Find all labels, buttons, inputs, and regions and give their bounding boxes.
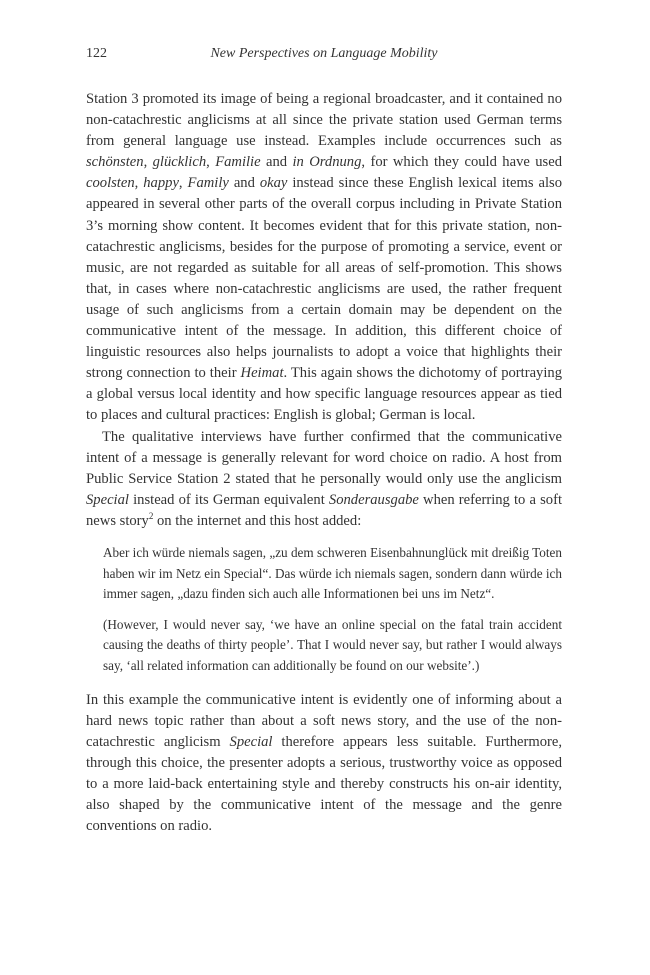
italic-term: Familie [215, 154, 261, 171]
text-run: , [178, 175, 188, 192]
paragraph-2 [86, 427, 562, 532]
paragraph-1 [86, 89, 562, 427]
page-number: 122 [86, 46, 107, 61]
italic-term: Sonderausgabe [328, 491, 419, 508]
text-run: on the internet and this host added: [153, 512, 362, 529]
text-run: , [134, 175, 144, 192]
text-run: In this example the communicative intent is evidently one of informing about a hard news topic rather than about a soft news story, and the use of the non-catachrestic anglicism [86, 691, 562, 750]
block-quote [103, 543, 562, 677]
italic-term: Special [229, 733, 273, 750]
italic-term: coolsten [86, 175, 135, 192]
page-header [86, 44, 562, 64]
text-run: , [206, 154, 216, 171]
text-run: Station 3 promoted its image of being a regional broadcaster, and it contained no non-catachrestic anglicisms at all since the private station used German terms from general language use instead. Examples include occurrences such as [86, 91, 562, 150]
italic-term: schönsten [86, 154, 144, 171]
italic-term: okay [259, 175, 288, 192]
main-text [86, 89, 562, 837]
paragraph-3 [86, 690, 562, 838]
text-run: The qualitative interviews have further confirmed that the communicative intent of a message is generally relevant for word choice on radio. A host from Public Service Station 2 stated that he personally would only use the anglicism [86, 428, 562, 487]
text-run: and [260, 154, 293, 171]
italic-term: glücklich [152, 154, 207, 171]
text-run: instead of its German equivalent [128, 491, 329, 508]
italic-term: in Ordnung [292, 154, 362, 171]
italic-term: Special [86, 491, 129, 508]
quote-english-translation: (However, I would never say, ‘we have an online special on the fatal train accident causing the deaths of thirty people’. That I would never say, but rather I would always say, ‘all related information can additionally be found on our website’.) [103, 616, 562, 673]
text-run: and [228, 175, 260, 192]
text-run: . This again shows the dichotomy of portraying a global versus local identity and how specific language resources appear as tied to places and cultural practices: English is global; German is local. [86, 365, 562, 424]
text-run: , [143, 154, 153, 171]
text-run: when referring to a soft news story [86, 491, 562, 529]
text-run: therefore appears less suitable. Furthermore, through this choice, the presenter adopts a serious, trustworthy voice as opposed to a more laid-back entertaining style and thereby constructs his on-air identity, also shaped by the communicative intent of the message and the genre conventions on radio. [86, 733, 562, 835]
text-run: , for which they could have used [361, 154, 563, 171]
quote-german: Aber ich würde niemals sagen, „zu dem schweren Eisenbahnunglück mit dreißig Toten haben wir im Netz ein Special“. Das würde ich niemals sagen, sondern dann würde ich immer sagen, „dazu finden sich auch alle Informationen bei uns im Netz“. [103, 544, 562, 602]
text-run: instead since these English lexical items also appeared in several other parts of the overall corpus including in Private Station 3’s morning show content. It becomes evident that for this private station, non-catachrestic anglicisms, besides for the purpose of promoting a service, event or music, are not regarded as suitable for all areas of self-promotion. This shows that, in cases where non-catachrestic anglicisms are used, the rather frequent usage of such anglicisms from a certain domain may be dependent on the communicative intent of the message. In addition, this different choice of linguistic resources also helps journalists to adopt a voice that highlights their strong connection to their [86, 175, 563, 382]
footnote-marker[interactable]: 2 [148, 511, 154, 522]
italic-term: happy [143, 175, 179, 192]
italic-term: Heimat [240, 365, 284, 382]
running-title: New Perspectives on Language Mobility [210, 46, 438, 61]
italic-term: Family [187, 175, 229, 192]
